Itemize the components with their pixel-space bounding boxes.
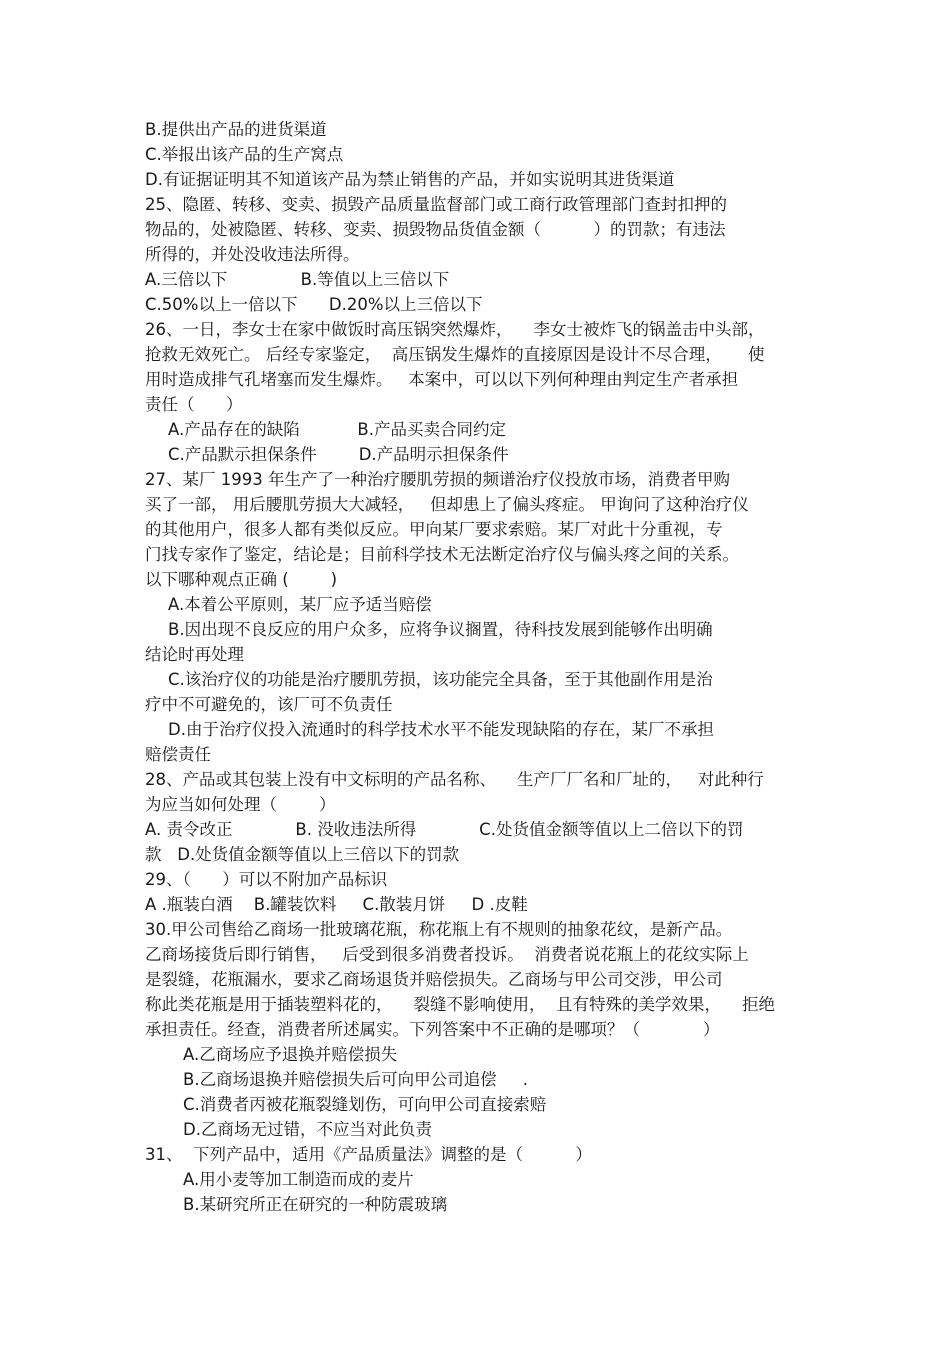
question-30-line-3: 是裂缝，花瓶漏水，要求乙商场退货并赔偿损失。乙商场与甲公司交涉，甲公司 — [145, 970, 723, 989]
question-30-line-4: 称此类花瓶是用于插装塑料花的， 裂缝不影响使用， 且有特殊的美学效果， 拒绝 — [145, 995, 775, 1014]
question-28-line-2: 为应当如何处理（ ） — [145, 795, 336, 814]
options-q25-row-1: A.三倍以下 B.等值以上三倍以下 — [145, 270, 450, 289]
question-25-line-1: 25、隐匿、转移、变卖、损毁产品质量监督部门或工商行政管理部门查封扣押的 — [145, 195, 727, 214]
option-c-q30: C.消费者丙被花瓶裂缝划伤，可向甲公司直接索赔 — [183, 1095, 547, 1114]
options-q28-row-1: A. 责令改正 B. 没收违法所得 C.处货值金额等值以上二倍以下的罚 — [145, 820, 744, 839]
question-27-line-1: 27、某厂 1993 年生产了一种治疗腰肌劳损的频谱治疗仪投放市场，消费者甲购 — [145, 470, 730, 489]
question-27-line-5: 以下哪种观点正确 ( ) — [145, 570, 338, 589]
question-30-line-2: 乙商场接货后即行销售， 后受到很多消费者投诉。 消费者说花瓶上的花纹实际上 — [145, 945, 749, 964]
options-q25-row-2: C.50%以上一倍以下 D.20%以上三倍以下 — [145, 295, 483, 314]
option-a-q27: A.本着公平原则，某厂应予适当赔偿 — [168, 595, 432, 614]
question-26-line-3: 用时造成排气孔堵塞而发生爆炸。 本案中，可以以下列何种理由判定生产者承担 — [145, 370, 739, 389]
question-28-line-1: 28、产品或其包装上没有中文标明的产品名称、 生产厂厂名和厂址的， 对此种行 — [145, 770, 764, 789]
options-q26-row-2: C.产品默示担保条件 D.产品明示担保条件 — [168, 445, 509, 464]
option-c-q27: C.该治疗仪的功能是治疗腰肌劳损，该功能完全具备，至于其他副作用是治 — [168, 670, 713, 689]
question-27-line-2: 买了一部， 用后腰肌劳损大大减轻， 但却患上了偏头疼症。 甲询问了这种治疗仪 — [145, 495, 749, 514]
question-30-line-5: 承担责任。经查，消费者所述属实。下列答案中不正确的是哪项？（ ） — [145, 1020, 720, 1039]
options-q29: A .瓶装白酒 B.罐装饮料 C.散装月饼 D .皮鞋 — [145, 895, 528, 914]
option-b-q27: B.因出现不良反应的用户众多，应将争议搁置，待科技发展到能够作出明确 — [168, 620, 713, 639]
question-25-line-3: 所得的，并处没收违法所得。 — [145, 245, 360, 264]
question-29: 29、（ ）可以不附加产品标识 — [145, 870, 388, 889]
question-26-line-4: 责任（ ） — [145, 395, 243, 414]
option-a-q31: A.用小麦等加工制造而成的麦片 — [183, 1170, 414, 1189]
question-27-line-4: 门找专家作了鉴定，结论是；目前科学技术无法断定治疗仪与偏头疼之间的关系。 — [145, 545, 739, 564]
option-b-q24: B.提供出产品的进货渠道 — [145, 120, 327, 139]
option-c-q24: C.举报出该产品的生产窝点 — [145, 145, 344, 164]
question-25-line-2: 物品的，处被隐匿、转移、变卖、损毁物品货值金额（ ）的罚款；有违法 — [145, 220, 726, 239]
option-d-q27: D.由于治疗仪投入流通时的科学技术水平不能发现缺陷的存在，某厂不承担 — [168, 720, 714, 739]
option-c-q27-cont: 疗中不可避免的，该厂可不负责任 — [145, 695, 393, 714]
option-b-q30: B.乙商场退换并赔偿损失后可向甲公司追偿 . — [183, 1070, 529, 1089]
option-d-q30: D.乙商场无过错，不应当对此负责 — [183, 1120, 432, 1139]
question-26-line-1: 26、一日，李女士在家中做饭时高压锅突然爆炸， 李女士被炸飞的锅盖击中头部， — [145, 320, 765, 339]
options-q26-row-1: A.产品存在的缺陷 B.产品买卖合同约定 — [168, 420, 507, 439]
option-b-q27-cont: 结论时再处理 — [145, 645, 244, 664]
options-q28-row-2: 款 D.处货值金额等值以上三倍以下的罚款 — [145, 845, 460, 864]
option-d-q24: D.有证据证明其不知道该产品为禁止销售的产品，并如实说明其进货渠道 — [145, 170, 675, 189]
question-26-line-2: 抢救无效死亡。 后经专家鉴定， 高压锅发生爆炸的直接原因是设计不尽合理， 使 — [145, 345, 765, 364]
question-30-line-1: 30.甲公司售给乙商场一批玻璃花瓶，称花瓶上有不规则的抽象花纹，是新产品。 — [145, 920, 733, 939]
question-27-line-3: 的其他用户，很多人都有类似反应。甲向某厂要求索赔。某厂对此十分重视，专 — [145, 520, 723, 539]
question-31: 31、 下列产品中，适用《产品质量法》调整的是（ ） — [145, 1145, 592, 1164]
option-b-q31: B.某研究所正在研究的一种防震玻璃 — [183, 1195, 448, 1214]
option-a-q30: A.乙商场应予退换并赔偿损失 — [183, 1045, 398, 1064]
option-d-q27-cont: 赔偿责任 — [145, 745, 211, 764]
